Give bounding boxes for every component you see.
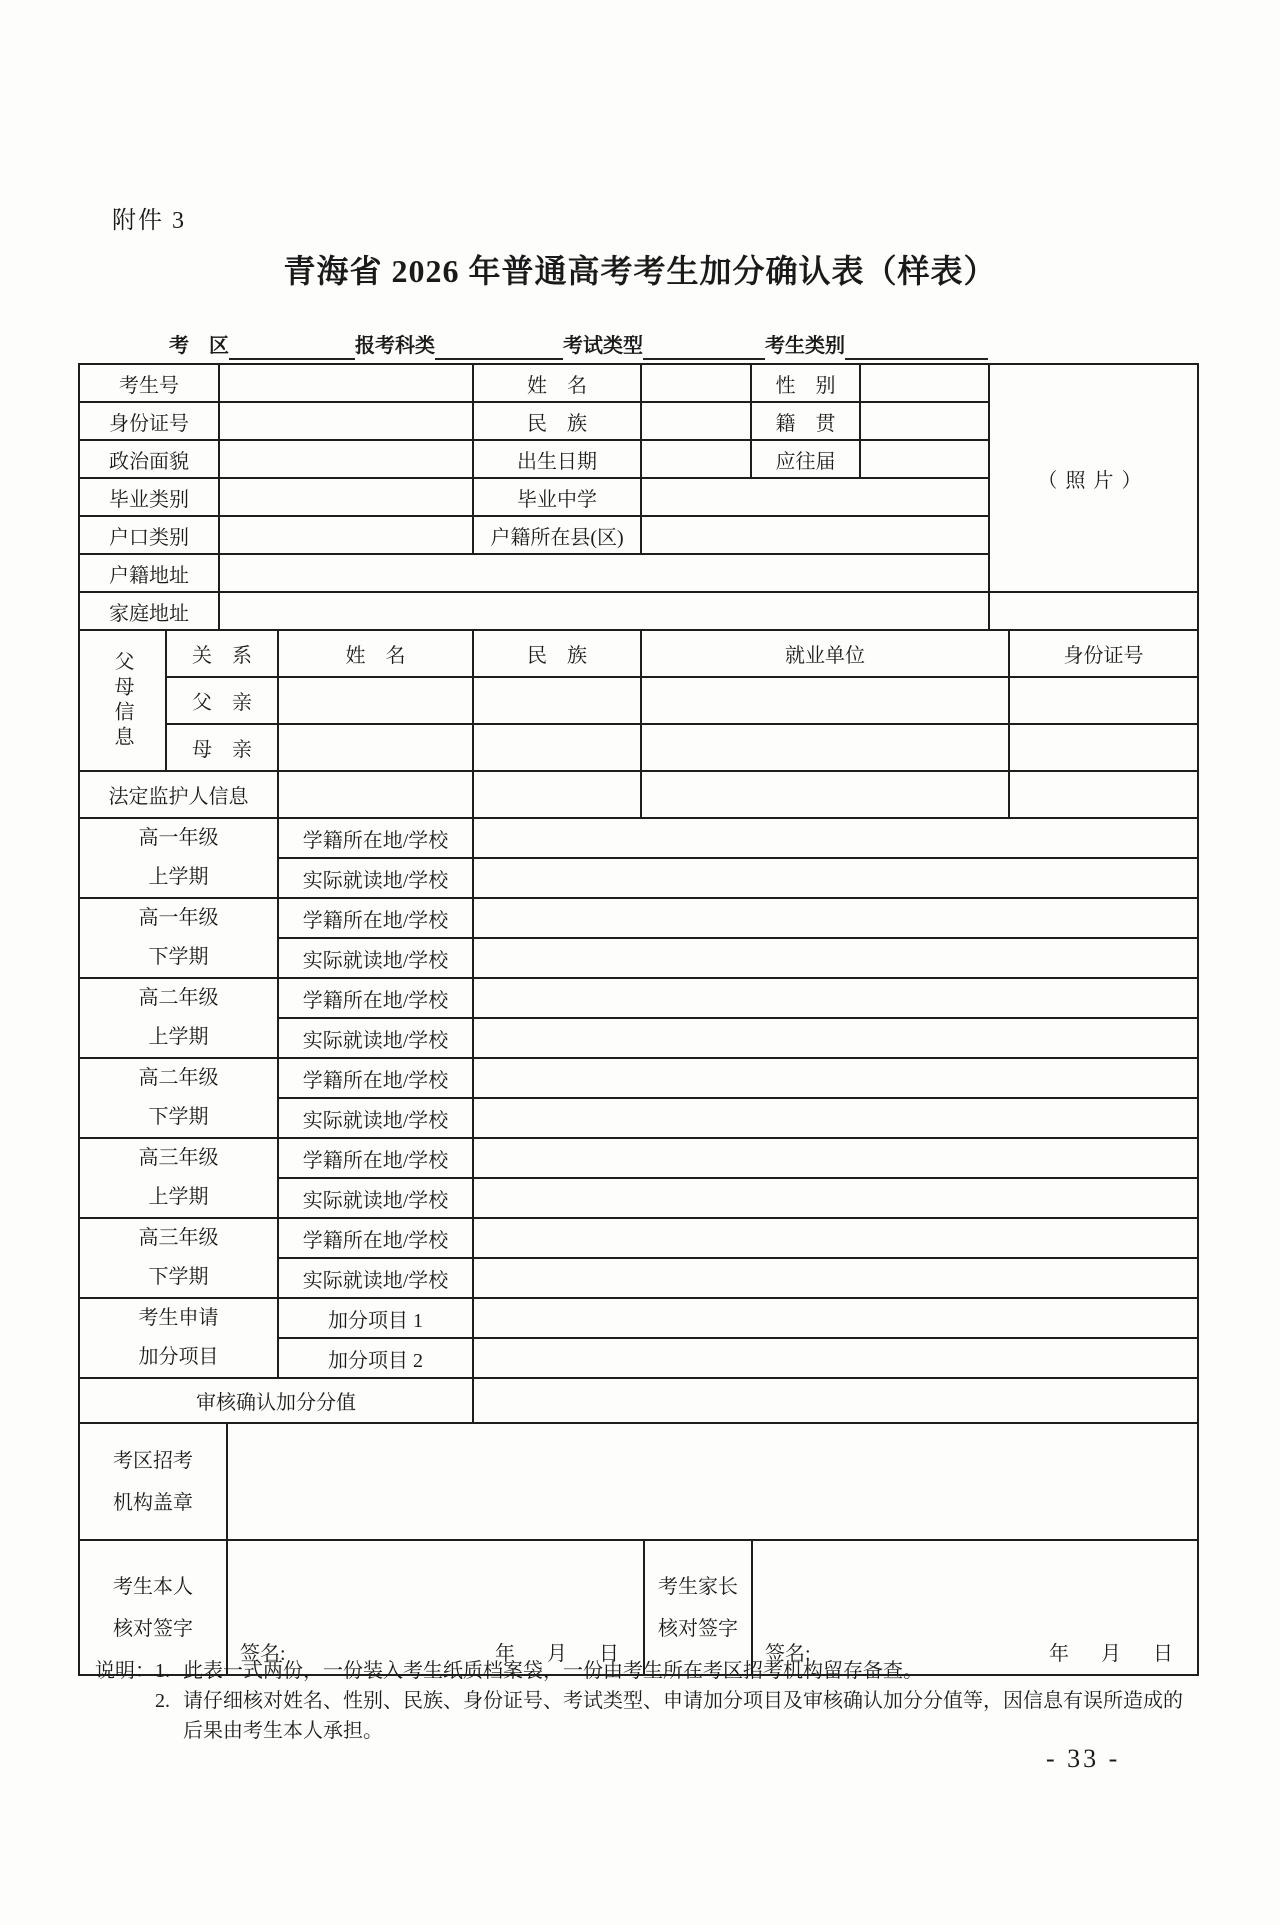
bonus-item1-label: 加分项目 1	[278, 1298, 473, 1338]
register-place-label: 学籍所在地/学校	[278, 898, 473, 938]
gender-label: 性 别	[751, 364, 860, 402]
guardian-label: 法定监护人信息	[79, 771, 278, 818]
note-item-2	[155, 1686, 1195, 1746]
candidate-sign-date: 年 月 日	[495, 1643, 625, 1665]
grade-text: 高三年级	[138, 1227, 219, 1249]
mother-ethnicity-cell	[473, 724, 641, 771]
graduation-school-cell	[641, 478, 989, 516]
actual-place-cell	[473, 858, 1198, 898]
parent-ethnicity-header: 民 族	[473, 630, 641, 677]
note-text: 此表一式两份，一份装入考生纸质档案袋，一份由考生所在考区招考机构留存备查。	[183, 1660, 923, 1682]
term-text: 上学期	[148, 1026, 209, 1048]
ethnicity-label: 民 族	[473, 402, 641, 440]
candidate-signature-cell	[227, 1540, 644, 1675]
subject-category-blank-underline	[435, 334, 563, 360]
hukou-county-label: 户籍所在县(区)	[473, 516, 641, 554]
grade2-term2-label	[79, 1058, 278, 1138]
parents-info-section	[78, 629, 1199, 819]
father-id-cell	[1009, 677, 1198, 724]
term-text: 下学期	[148, 1266, 209, 1288]
bonus-item2-label: 加分项目 2	[278, 1338, 473, 1378]
birth-date-cell	[641, 440, 751, 478]
confirm-score-cell	[473, 1378, 1198, 1423]
native-place-label: 籍 贯	[751, 402, 860, 440]
photo-placeholder: （照片）	[989, 364, 1198, 592]
term-text: 下学期	[148, 1106, 209, 1128]
graduation-school-label: 毕业中学	[473, 478, 641, 516]
political-status-label: 政治面貌	[79, 440, 219, 478]
id-number-label: 身份证号	[79, 402, 219, 440]
register-place-cell	[473, 1058, 1198, 1098]
term-text: 下学期	[148, 946, 209, 968]
father-name-cell	[278, 677, 473, 724]
fresh-repeat-label: 应往届	[751, 440, 860, 478]
name-cell	[641, 364, 751, 402]
hukou-county-cell	[641, 516, 989, 554]
register-place-cell	[473, 1138, 1198, 1178]
native-place-cell	[860, 402, 989, 440]
parents-info-vertical-label: 父母信息	[79, 630, 166, 771]
candidate-number-cell	[219, 364, 473, 402]
gender-cell	[860, 364, 989, 402]
hukou-address-label: 户籍地址	[79, 554, 219, 592]
guardian-id-cell	[1009, 771, 1198, 818]
confirm-score-label: 审核确认加分分值	[79, 1378, 473, 1423]
bonus-items-section	[78, 1297, 1199, 1379]
graduation-type-cell	[219, 478, 473, 516]
mother-name-cell	[278, 724, 473, 771]
political-status-cell	[219, 440, 473, 478]
attachment-label: 附件 3	[112, 208, 186, 234]
parent-signature-line2: 核对签字	[658, 1617, 738, 1640]
office-stamp-line1: 考区招考	[113, 1449, 193, 1472]
actual-place-cell	[473, 1018, 1198, 1058]
actual-place-cell	[473, 1098, 1198, 1138]
hukou-type-cell	[219, 516, 473, 554]
father-employer-cell	[641, 677, 1009, 724]
actual-place-label: 实际就读地/学校	[278, 1178, 473, 1218]
exam-type-label: 考试类型	[563, 335, 643, 357]
ethnicity-cell	[641, 402, 751, 440]
guardian-name-cell	[278, 771, 473, 818]
exam-type-blank-underline	[643, 334, 765, 360]
office-stamp-line2: 机构盖章	[113, 1491, 193, 1514]
father-ethnicity-cell	[473, 677, 641, 724]
actual-place-label: 实际就读地/学校	[278, 1258, 473, 1298]
parent-sign-date: 年 月 日	[1049, 1643, 1179, 1665]
home-address-label: 家庭地址	[79, 592, 219, 630]
exam-area-blank-underline	[229, 334, 355, 360]
photo-bottom-cell	[989, 592, 1198, 630]
note-number: 2.	[155, 1690, 170, 1712]
candidate-signature-line1: 考生本人	[113, 1575, 193, 1598]
exam-area-label: 考 区	[169, 335, 229, 357]
register-place-label: 学籍所在地/学校	[278, 1138, 473, 1178]
mother-label: 母 亲	[166, 724, 278, 771]
bonus-applicant-line2: 加分项目	[138, 1346, 219, 1368]
bonus-item2-cell	[473, 1338, 1198, 1378]
hukou-type-label: 户口类别	[79, 516, 219, 554]
note-text: 请仔细核对姓名、性别、民族、身份证号、考试类型、申请加分项目及审核确认加分分值等，因信息有误所造成的后果由考生本人承担。	[183, 1690, 1183, 1742]
candidate-sign-prefix: 签名:	[240, 1643, 286, 1665]
hukou-address-cell	[219, 554, 989, 592]
grade1-term1-label	[79, 818, 278, 898]
parent-id-header: 身份证号	[1009, 630, 1198, 677]
grade-text: 高一年级	[138, 907, 219, 929]
page-number: - 33 -	[1046, 1744, 1121, 1773]
grade1-term2-label	[79, 898, 278, 978]
header-fill-line	[169, 329, 988, 360]
mother-employer-cell	[641, 724, 1009, 771]
father-label: 父 亲	[166, 677, 278, 724]
register-place-label: 学籍所在地/学校	[278, 978, 473, 1018]
register-place-cell	[473, 898, 1198, 938]
register-place-label: 学籍所在地/学校	[278, 818, 473, 858]
term-text: 上学期	[148, 866, 209, 888]
bonus-applicant-label	[79, 1298, 278, 1378]
candidate-category-label: 考生类别	[765, 335, 845, 357]
graduation-type-label: 毕业类别	[79, 478, 219, 516]
register-place-label: 学籍所在地/学校	[278, 1058, 473, 1098]
register-place-label: 学籍所在地/学校	[278, 1218, 473, 1258]
parent-signature-label	[644, 1540, 752, 1675]
parent-sign-prefix: 签名:	[765, 1643, 811, 1665]
register-place-cell	[473, 1218, 1198, 1258]
guardian-ethnicity-cell	[473, 771, 641, 818]
candidate-signature-line2: 核对签字	[113, 1617, 193, 1640]
register-place-cell	[473, 978, 1198, 1018]
parent-name-header: 姓 名	[278, 630, 473, 677]
grade-text: 高三年级	[138, 1147, 219, 1169]
subject-category-label: 报考科类	[355, 335, 435, 357]
form-table	[78, 363, 1197, 1676]
grade2-term1-label	[79, 978, 278, 1058]
grade-text: 高二年级	[138, 987, 219, 1009]
form-title: 青海省 2026 年普通高考考生加分确认表（样表）	[283, 253, 997, 289]
actual-place-label: 实际就读地/学校	[278, 1018, 473, 1058]
birth-date-label: 出生日期	[473, 440, 641, 478]
actual-place-label: 实际就读地/学校	[278, 858, 473, 898]
actual-place-label: 实际就读地/学校	[278, 938, 473, 978]
office-stamp-label	[79, 1423, 227, 1540]
school-history-section	[78, 817, 1199, 1299]
notes-prefix: 说明：	[95, 1660, 155, 1682]
office-stamp-section	[78, 1422, 1199, 1541]
fresh-repeat-cell	[860, 440, 989, 478]
relation-header: 关 系	[166, 630, 278, 677]
parent-signature-line1: 考生家长	[658, 1575, 738, 1598]
note-item-1	[155, 1656, 1195, 1686]
term-text: 上学期	[148, 1186, 209, 1208]
candidate-signature-label	[79, 1540, 227, 1675]
actual-place-cell	[473, 1258, 1198, 1298]
bonus-applicant-line1: 考生申请	[138, 1307, 219, 1329]
grade3-term1-label	[79, 1138, 278, 1218]
actual-place-cell	[473, 1178, 1198, 1218]
candidate-category-blank-underline	[845, 334, 988, 360]
register-place-cell	[473, 818, 1198, 858]
id-number-cell	[219, 402, 473, 440]
office-stamp-cell	[227, 1423, 1198, 1540]
employer-header: 就业单位	[641, 630, 1009, 677]
basic-info-section	[78, 363, 1199, 631]
form-notes	[95, 1656, 1195, 1746]
actual-place-cell	[473, 938, 1198, 978]
parent-signature-cell	[752, 1540, 1198, 1675]
name-label: 姓 名	[473, 364, 641, 402]
note-number: 1.	[155, 1660, 170, 1682]
actual-place-label: 实际就读地/学校	[278, 1098, 473, 1138]
guardian-employer-cell	[641, 771, 1009, 818]
mother-id-cell	[1009, 724, 1198, 771]
grade-text: 高一年级	[138, 827, 219, 849]
confirm-score-section	[78, 1377, 1199, 1424]
grade3-term2-label	[79, 1218, 278, 1298]
grade-text: 高二年级	[138, 1067, 219, 1089]
candidate-number-label: 考生号	[79, 364, 219, 402]
bonus-item1-cell	[473, 1298, 1198, 1338]
home-address-cell	[219, 592, 989, 630]
